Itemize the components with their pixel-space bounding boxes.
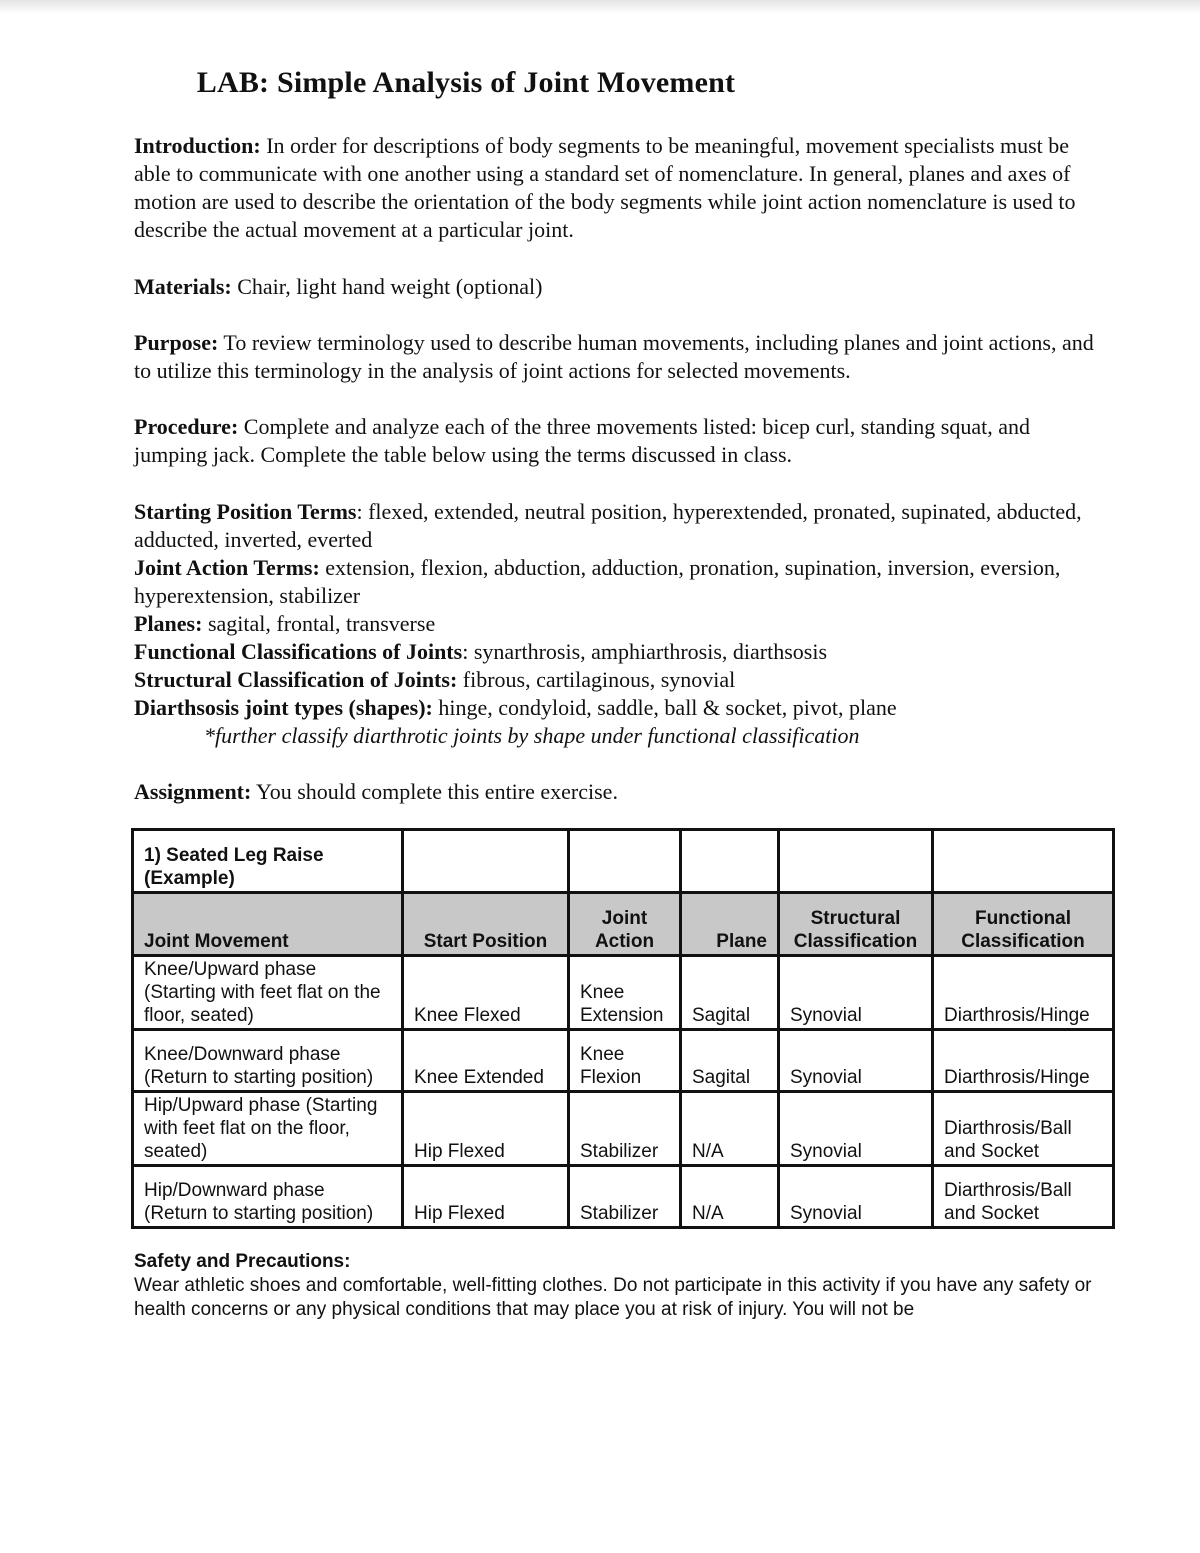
joint-movement-cell: Knee/Downward phase (Return to starting position): [133, 1030, 403, 1092]
materials-label: Materials:: [134, 274, 232, 299]
planes-text: sagital, frontal, transverse: [202, 611, 436, 636]
introduction-label: Introduction:: [134, 133, 261, 158]
empty-cell: [779, 830, 933, 893]
start-position-cell: Hip Flexed: [403, 1092, 569, 1166]
functional-cell: Diarthrosis/Ball and Socket: [933, 1092, 1114, 1166]
safety-section: [134, 1250, 1104, 1322]
assignment-text: You should complete this entire exercise.: [251, 779, 618, 804]
table-row: [133, 1092, 1114, 1166]
planes-terms: [134, 610, 1094, 638]
introduction-paragraph: [134, 132, 1094, 244]
classification-note: *further classify diarthrotic joints by shape under functional classification: [204, 723, 860, 748]
starting-position-text: : flexed, extended, neutral position, hyperextended, pronated, supinated, abducted, adducted, inverted, everted: [134, 499, 1082, 552]
joint-movement-cell: Hip/Downward phase (Return to starting position): [133, 1166, 403, 1228]
joint-action-cell: Knee Flexion: [569, 1030, 681, 1092]
structural-cell: Synovial: [779, 956, 933, 1030]
empty-cell: [933, 830, 1114, 893]
header-joint-movement: Joint Movement: [133, 893, 403, 956]
empty-cell: [403, 830, 569, 893]
header-plane: Plane: [681, 893, 779, 956]
viewer-top-shadow: [0, 0, 1200, 14]
example-title: 1) Seated Leg Raise (Example): [133, 830, 403, 893]
joint-shape-text: hinge, condyloid, saddle, ball & socket, pivot, plane: [432, 695, 897, 720]
assignment-label: Assignment:: [134, 779, 252, 804]
joint-analysis-table: [131, 828, 1115, 1229]
materials-text: Chair, light hand weight (optional): [231, 274, 543, 299]
plane-cell: Sagital: [681, 956, 779, 1030]
joint-action-terms: [134, 554, 1094, 610]
structural-cell: Synovial: [779, 1166, 933, 1228]
functional-classification-text: : synarthrosis, amphiarthrosis, diarthsosis: [462, 639, 828, 664]
joint-action-cell: Knee Extension: [569, 956, 681, 1030]
joint-shape-terms: [134, 694, 1094, 722]
joint-action-label: Joint Action Terms:: [134, 555, 320, 580]
functional-classification-label: Functional Classifications of Joints: [134, 639, 463, 664]
table-row: [133, 1030, 1114, 1092]
joint-action-cell: Stabilizer: [569, 1166, 681, 1228]
joint-action-text: extension, flexion, abduction, adduction, pronation, supination, inversion, eversion, hyperextension, stabilizer: [134, 555, 1061, 608]
purpose-label: Purpose:: [134, 330, 219, 355]
purpose-paragraph: [134, 329, 1094, 385]
plane-cell: Sagital: [681, 1030, 779, 1092]
assignment-paragraph: [134, 778, 1094, 806]
plane-cell: N/A: [681, 1092, 779, 1166]
joint-movement-cell: Knee/Upward phase (Starting with feet flat on the floor, seated): [133, 956, 403, 1030]
table-header-row: [133, 893, 1114, 956]
structural-classification-label: Structural Classification of Joints:: [134, 667, 458, 692]
safety-heading: Safety and Precautions:: [134, 1251, 351, 1272]
structural-classification-terms: [134, 666, 1094, 694]
functional-cell: Diarthrosis/Ball and Socket: [933, 1166, 1114, 1228]
start-position-cell: Hip Flexed: [403, 1166, 569, 1228]
procedure-label: Procedure:: [134, 414, 239, 439]
start-position-cell: Knee Extended: [403, 1030, 569, 1092]
plane-cell: N/A: [681, 1166, 779, 1228]
empty-cell: [569, 830, 681, 893]
empty-cell: [681, 830, 779, 893]
table-row: [133, 1166, 1114, 1228]
structural-classification-text: fibrous, cartilaginous, synovial: [457, 667, 736, 692]
starting-position-terms: [134, 498, 1094, 554]
terms-list: [134, 498, 1094, 750]
functional-cell: Diarthrosis/Hinge: [933, 956, 1114, 1030]
introduction-text: In order for descriptions of body segments to be meaningful, movement specialists must be able to communicate with one another using a standard set of nomenclature. In general, planes and axes of motion are used to describe the orientation of the body segments while joint action nomenclature is used to describe the actual movement at a particular joint.: [134, 133, 1076, 242]
start-position-cell: Knee Flexed: [403, 956, 569, 1030]
functional-cell: Diarthrosis/Hinge: [933, 1030, 1114, 1092]
structural-cell: Synovial: [779, 1030, 933, 1092]
structural-cell: Synovial: [779, 1092, 933, 1166]
header-functional-classification: Functional Classification: [933, 893, 1114, 956]
purpose-text: To review terminology used to describe human movements, including planes and joint actions, and to utilize this terminology in the analysis of joint actions for selected movements.: [134, 330, 1094, 383]
joint-action-cell: Stabilizer: [569, 1092, 681, 1166]
header-start-position: Start Position: [403, 893, 569, 956]
joint-movement-cell: Hip/Upward phase (Starting with feet flat on the floor, seated): [133, 1092, 403, 1166]
procedure-text: Complete and analyze each of the three movements listed: bicep curl, standing squat, and jumping jack. Complete the table below using the terms discussed in class.: [134, 414, 1031, 467]
table-row: [133, 956, 1114, 1030]
safety-text: Wear athletic shoes and comfortable, well-fitting clothes. Do not participate in this activity if you have any safety or health concerns or any physical conditions that may place you at risk of injury. You will not be: [134, 1275, 1092, 1320]
header-structural-classification: Structural Classification: [779, 893, 933, 956]
header-joint-action: Joint Action: [569, 893, 681, 956]
starting-position-label: Starting Position Terms: [134, 499, 357, 524]
functional-classification-terms: [134, 638, 1094, 666]
procedure-paragraph: [134, 413, 1094, 469]
page-cutoff: [0, 1326, 1200, 1553]
example-title-row: [133, 830, 1114, 893]
page-title: LAB: Simple Analysis of Joint Movement: [196, 66, 736, 99]
planes-label: Planes:: [134, 611, 203, 636]
joint-shape-label: Diarthsosis joint types (shapes):: [134, 695, 433, 720]
materials-paragraph: [134, 273, 1094, 301]
